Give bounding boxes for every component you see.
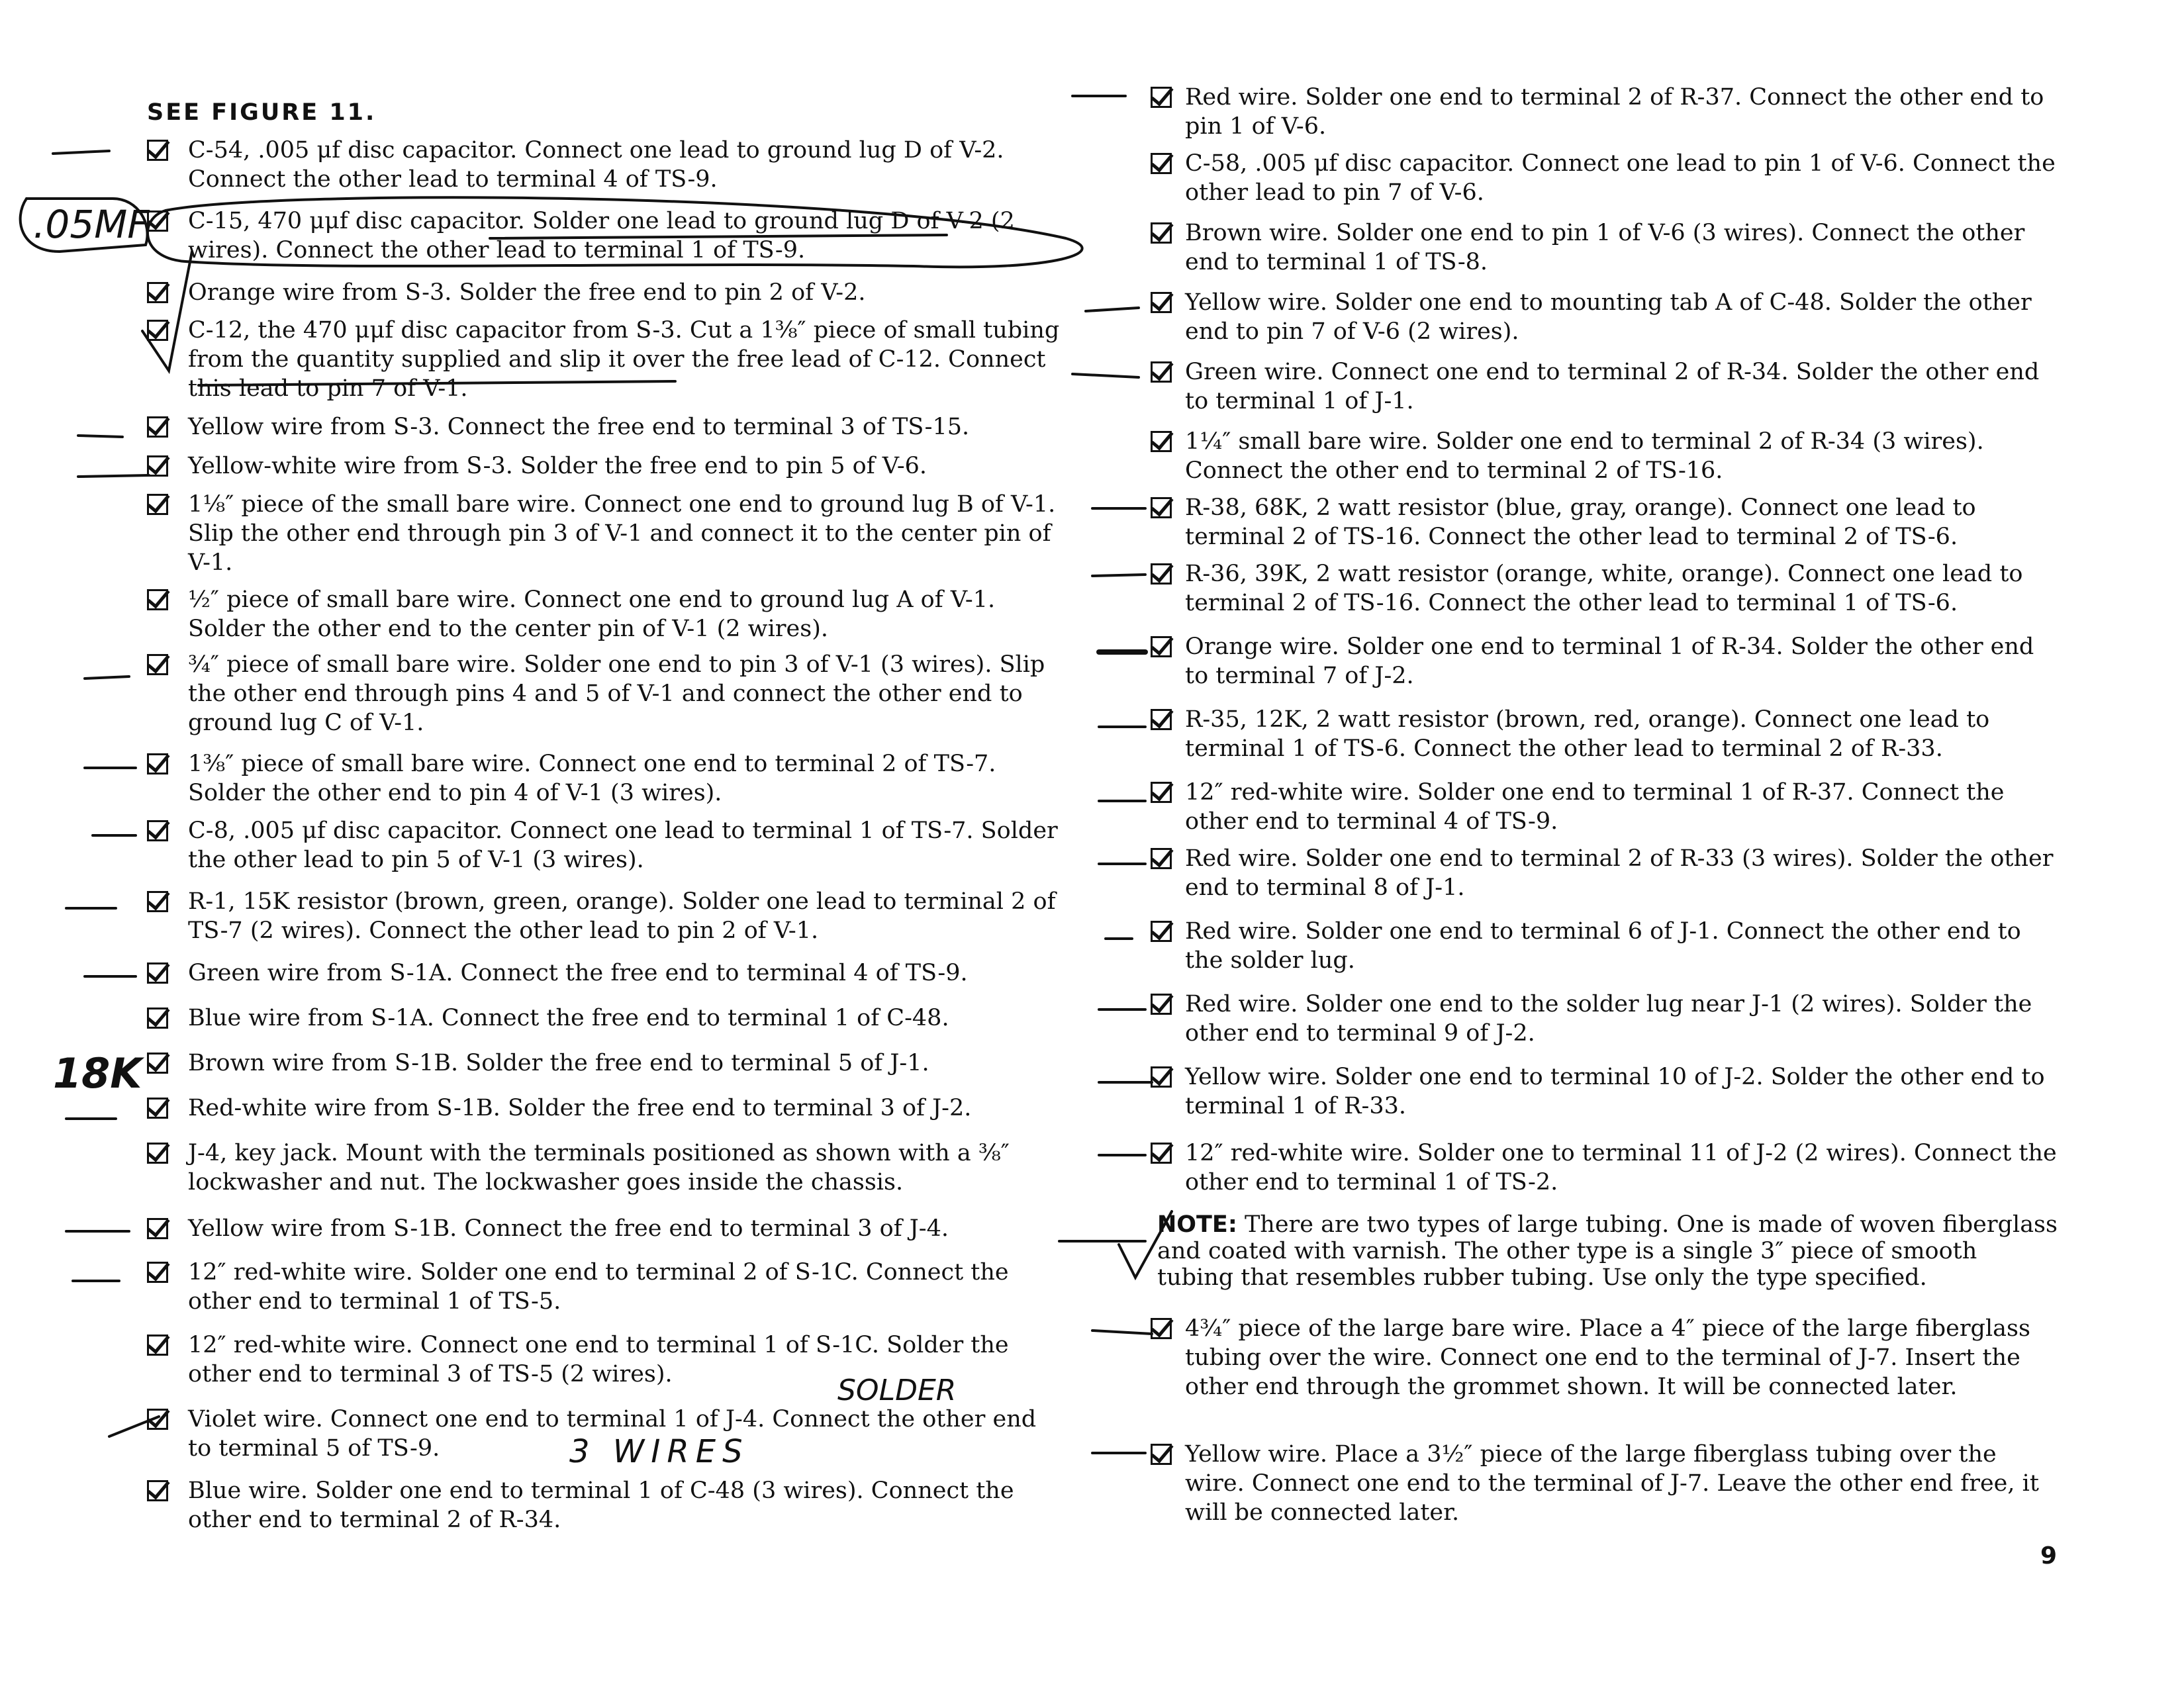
step-text: R-35, 12K, 2 watt resistor (brown, red, orange). Connect one lead to terminal 1 of TS-6. Connect the other lead to terminal 2 of R-33. [1185,706,1990,762]
step-text: Yellow-white wire from S-3. Solder the free end to pin 5 of V-6. [188,453,927,479]
step-item [147,816,1061,874]
step-text: ½″ piece of small bare wire. Connect one end to ground lug A of V-1. Solder the other end to the center pin of V-1 (2 wires). [188,586,996,642]
step-item [147,316,1061,403]
handwritten-note: .05MF [33,202,150,247]
checkbox[interactable] [1151,431,1172,452]
step-item [147,1476,1061,1534]
checkbox[interactable] [1151,563,1172,585]
step-text: Red wire. Solder one end to the solder lug near J-1 (2 wires). Solder the other end to terminal 9 of J-2. [1185,991,2032,1047]
step-item [147,1139,1061,1197]
step-text: 1⅜″ piece of small bare wire. Connect one end to terminal 2 of TS-7. Solder the other end to pin 4 of V-1 (3 wires). [188,751,996,806]
step-text: R-1, 15K resistor (brown, green, orange). Solder one lead to terminal 2 of TS-7 (2 wires). Connect the other lead to pin 2 of V-1. [188,888,1056,944]
checkbox[interactable] [147,820,168,841]
checkbox[interactable] [1151,1444,1172,1465]
checkbox[interactable] [147,494,168,515]
checkbox[interactable] [147,962,168,984]
checkbox[interactable] [1151,921,1172,942]
handwritten-note: 3 WIRES [569,1433,749,1470]
step-text: Brown wire from S-1B. Solder the free end to terminal 5 of J-1. [188,1050,929,1076]
step-text: Yellow wire from S-1B. Connect the free end to terminal 3 of J-4. [188,1215,949,1242]
step-text: 4¾″ piece of the large bare wire. Place a 4″ piece of the large fiberglass tubing over the wire. Connect one end to the terminal of J-7. Insert the other end through the grommet shown. It will be connected later. [1185,1315,2030,1400]
step-text: 1⅛″ piece of the small bare wire. Connect one end to ground lug B of V-1. Slip the other end through pin 3 of V-1 and connect it to the center pin of V-1. [188,491,1056,576]
checkbox[interactable] [147,1143,168,1164]
step-item [1151,357,2058,416]
step-item [1151,705,2058,763]
checkbox[interactable] [1151,1143,1172,1164]
checkbox[interactable] [1151,782,1172,803]
checkbox[interactable] [1151,848,1172,869]
step-item [1151,149,2058,207]
step-text: Violet wire. Connect one end to terminal 1 of J-4. Connect the other end to terminal 5 of TS-9. [188,1406,1037,1462]
step-item [147,1094,1061,1123]
step-text: C-58, .005 μf disc capacitor. Connect one lead to pin 1 of V-6. Connect the other lead to pin 7 of V-6. [1185,150,2056,206]
checkbox[interactable] [1151,497,1172,518]
step-item [147,1004,1061,1033]
step-item [1151,844,2058,902]
step-text: Yellow wire. Place a 3½″ piece of the large fiberglass tubing over the wire. Connect one end to the terminal of J-7. Leave the other end free, it will be connected later. [1185,1441,2039,1526]
step-text: Blue wire from S-1A. Connect the free end to terminal 1 of C-48. [188,1005,949,1031]
step-text: Yellow wire. Solder one end to terminal 10 of J-2. Solder the other end to terminal 1 of R-33. [1185,1064,2045,1119]
step-item [1151,990,2058,1048]
step-text: 1¼″ small bare wire. Solder one end to terminal 2 of R-34 (3 wires). Connect the other end to terminal 2 of TS-16. [1185,428,1984,484]
checkbox[interactable] [147,282,168,303]
step-item [147,278,1061,307]
checkbox[interactable] [147,1335,168,1356]
step-item [147,207,1061,265]
page-number: 9 [2040,1542,2058,1570]
figure-heading: SEE FIGURE 11. [147,99,377,126]
checkbox[interactable] [147,455,168,477]
checkbox[interactable] [1151,1318,1172,1339]
step-text: Green wire from S-1A. Connect the free end to terminal 4 of TS-9. [188,960,968,986]
step-item [1151,1314,2058,1401]
step-text: 12″ red-white wire. Connect one end to terminal 1 of S-1C. Solder the other end to terminal 3 of TS-5 (2 wires). [188,1332,1009,1387]
checkbox[interactable] [1151,994,1172,1015]
step-text: 12″ red-white wire. Solder one end to terminal 1 of R-37. Connect the other end to terminal 4 of TS-9. [1185,779,2005,835]
step-text: J-4, key jack. Mount with the terminals positioned as shown with a ⅜″ lockwasher and nut. The lockwasher goes inside the chassis. [188,1140,1010,1196]
checkbox[interactable] [147,416,168,438]
step-item [147,136,1061,194]
step-text: Red-white wire from S-1B. Solder the free end to terminal 3 of J-2. [188,1095,972,1121]
step-item [1151,1062,2058,1121]
step-text: Orange wire from S-3. Solder the free end to pin 2 of V-2. [188,279,866,306]
step-item [1151,632,2058,690]
checkbox[interactable] [147,211,168,232]
step-item [1151,1139,2058,1197]
step-item [1151,559,2058,618]
step-item [1151,917,2058,975]
checkbox[interactable] [1151,153,1172,174]
step-text: C-8, .005 μf disc capacitor. Connect one lead to terminal 1 of TS-7. Solder the other lead to pin 5 of V-1 (3 wires). [188,818,1058,873]
step-item [147,887,1061,945]
checkbox[interactable] [1151,292,1172,313]
step-item [147,749,1061,808]
checkbox[interactable] [147,320,168,341]
checkbox[interactable] [1151,709,1172,730]
checkbox[interactable] [1151,636,1172,657]
step-text: Red wire. Solder one end to terminal 2 of R-37. Connect the other end to pin 1 of V-6. [1185,84,2044,140]
checkbox[interactable] [147,1480,168,1501]
step-text: ¾″ piece of small bare wire. Solder one end to pin 3 of V-1 (3 wires). Slip the other end through pins 4 and 5 of V-1 and connect the other end to ground lug C of V-1. [188,651,1045,736]
step-text: 12″ red-white wire. Solder one end to terminal 2 of S-1C. Connect the other end to terminal 1 of TS-5. [188,1259,1009,1315]
step-item [147,1258,1061,1316]
step-text: R-38, 68K, 2 watt resistor (blue, gray, orange). Connect one lead to terminal 2 of TS-16. Connect the other lead to terminal 2 of TS-6. [1185,494,1976,550]
step-item [1151,1440,2058,1527]
checkbox[interactable] [147,140,168,161]
step-item [1151,427,2058,485]
step-item [1151,218,2058,277]
step-item [1151,288,2058,346]
step-text: Green wire. Connect one end to terminal 2 of R-34. Solder the other end to terminal 1 of J-1. [1185,359,2040,414]
step-text: C-12, the 470 μμf disc capacitor from S-3. Cut a 1⅜″ piece of small tubing from the quantity supplied and slip it over the free lead of C-12. Connect this lead to pin 7 of V-1. [188,317,1060,402]
step-text: Yellow wire from S-3. Connect the free end to terminal 3 of TS-15. [188,414,970,440]
checkbox[interactable] [147,1053,168,1074]
step-text: Blue wire. Solder one end to terminal 1 of C-48 (3 wires). Connect the other end to terminal 2 of R-34. [188,1477,1014,1533]
checkbox[interactable] [147,1262,168,1283]
step-text: Red wire. Solder one end to terminal 2 of R-33 (3 wires). Solder the other end to terminal 8 of J-1. [1185,845,2054,901]
checkbox[interactable] [147,589,168,610]
checkbox[interactable] [147,1218,168,1239]
handwritten-note: SOLDER [837,1374,957,1407]
note-block [1151,1211,2058,1291]
step-item [147,412,1061,442]
checkbox[interactable] [147,891,168,912]
step-text: Yellow wire. Solder one end to mounting tab A of C-48. Solder the other end to pin 7 of V-6 (2 wires). [1185,289,2032,345]
checkbox[interactable] [147,753,168,774]
step-item [147,650,1061,737]
step-item [147,490,1061,577]
checkbox[interactable] [1151,1066,1172,1088]
checkbox[interactable] [147,654,168,675]
checkbox[interactable] [147,1098,168,1119]
step-item [1151,83,2058,141]
step-item [147,585,1061,643]
step-text: Brown wire. Solder one end to pin 1 of V-6 (3 wires). Connect the other end to terminal 1 of TS-8. [1185,220,2025,275]
step-text: Orange wire. Solder one end to terminal 1 of R-34. Solder the other end to terminal 7 of J-2. [1185,633,2034,689]
step-item [1151,778,2058,836]
step-text: R-36, 39K, 2 watt resistor (orange, white, orange). Connect one lead to terminal 2 of TS-16. Connect the other lead to terminal 1 of TS-6. [1185,561,2023,616]
step-item [147,1214,1061,1243]
handwritten-note: 18K [53,1049,142,1098]
checkbox[interactable] [1151,361,1172,383]
checkbox[interactable] [1151,87,1172,108]
step-item [1151,493,2058,551]
step-text: C-15, 470 μμf disc capacitor. Solder one lead to ground lug D of V-2 (2 wires). Connect the other lead to terminal 1 of TS-9. [188,208,1015,263]
checkbox[interactable] [1151,222,1172,244]
step-item [147,959,1061,988]
step-text: C-54, .005 μf disc capacitor. Connect one lead to ground lug D of V-2. Connect the other lead to terminal 4 of TS-9. [188,137,1004,193]
note-label: NOTE: [1157,1211,1237,1238]
step-text: 12″ red-white wire. Solder one to terminal 11 of J-2 (2 wires). Connect the other end to terminal 1 of TS-2. [1185,1140,2057,1196]
step-item [147,1049,1061,1078]
step-item [147,451,1061,481]
note-text: There are two types of large tubing. One is made of woven fiberglass and coated with varnish. The other type is a single 3″ piece of smooth tubing that resembles rubber tubing. Use only the type specified. [1157,1211,2058,1291]
checkbox[interactable] [147,1008,168,1029]
step-text: Red wire. Solder one end to terminal 6 of J-1. Connect the other end to the solder lug. [1185,918,2021,974]
checkbox[interactable] [147,1409,168,1430]
